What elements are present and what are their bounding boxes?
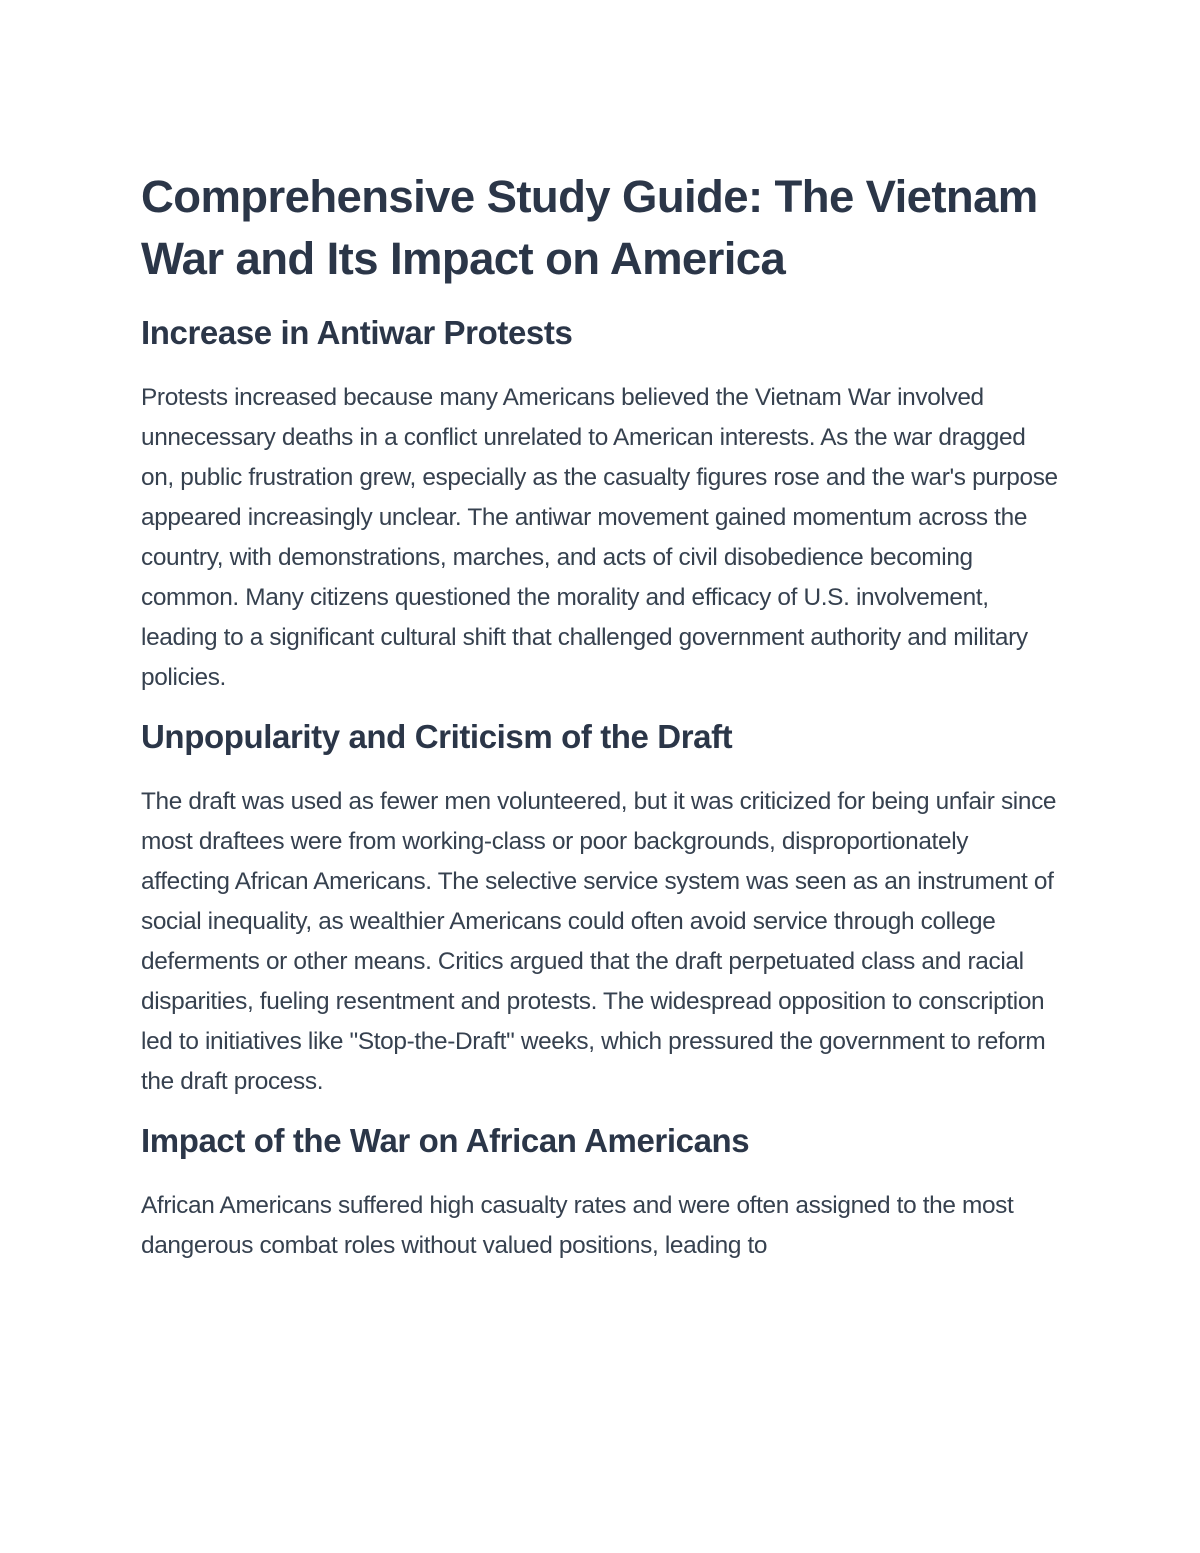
section-african-americans [141,1119,1063,1266]
section-antiwar-protests [141,311,1063,698]
section-paragraph: The draft was used as fewer men volunteered, but it was criticized for being unfair since most draftees were from working-class or poor backgrounds, disproportionately affecting African Americans. The selective service system was seen as an instrument of social inequality, as wealthier Americans could often avoid service through college deferments or other means. Critics argued that the draft perpetuated class and racial disparities, fueling resentment and protests. The widespread opposition to conscription led to initiatives like "Stop-the-Draft" weeks, which pressured the government to reform the draft process. [141,788,1057,1095]
section-draft-criticism [141,715,1063,1102]
section-paragraph: African Americans suffered high casualty rates and were often assigned to the most dangerous combat roles without valued positions, leading to [141,1192,1014,1259]
document-page [141,166,1063,1266]
document-title: Comprehensive Study Guide: The Vietnam War and Its Impact on America [141,171,1038,284]
section-heading: Increase in Antiwar Protests [141,314,573,351]
section-heading: Unpopularity and Criticism of the Draft [141,718,733,755]
section-heading: Impact of the War on African Americans [141,1122,750,1159]
section-paragraph: Protests increased because many Americans believed the Vietnam War involved unnecessary deaths in a conflict unrelated to American interests. As the war dragged on, public frustration grew, especially as the casualty figures rose and the war's purpose appeared increasingly unclear. The antiwar movement gained momentum across the country, with demonstrations, marches, and acts of civil disobedience becoming common. Many citizens questioned the morality and efficacy of U.S. involvement, leading to a significant cultural shift that challenged government authority and military policies. [141,384,1058,691]
